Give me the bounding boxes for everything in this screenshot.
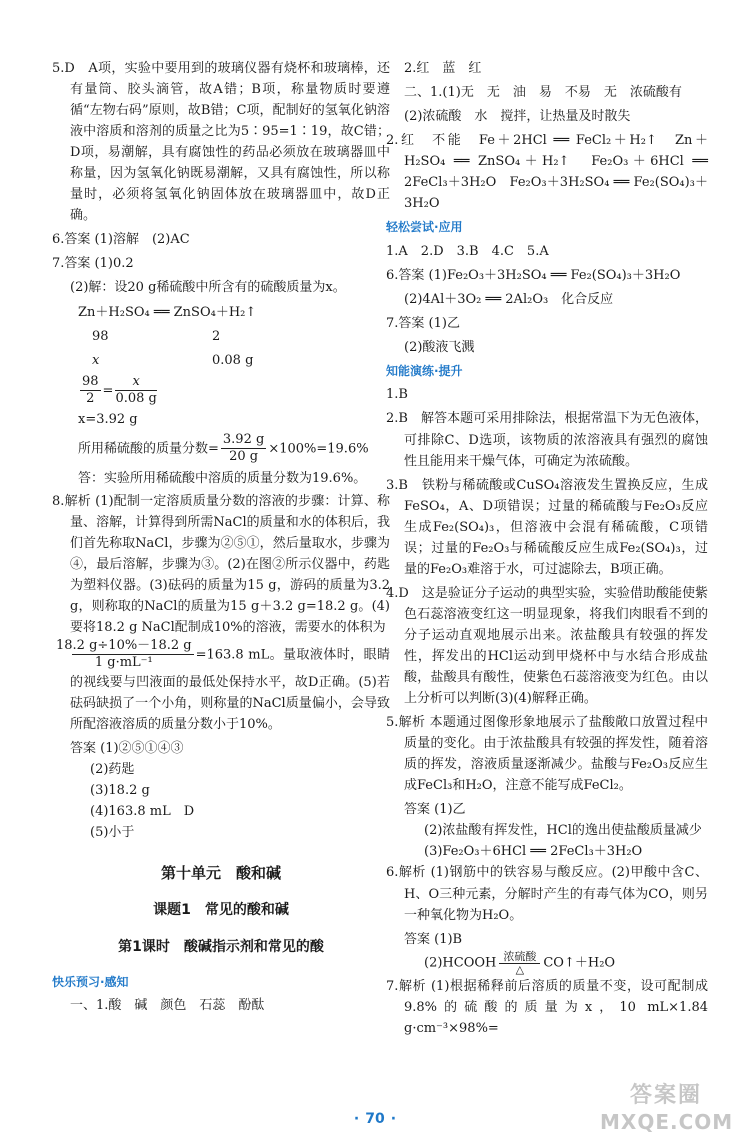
- skill-answer-2: 2.B 解答本题可采用排除法，根据常温下为无色液体，可排除C、D选项，该物质的浓溶液具有强烈的腐蚀性且能用来干燥气体，可确定为浓硫酸。: [386, 411, 708, 469]
- period-title: 第1课时 酸碱指示剂和常见的酸: [118, 938, 324, 955]
- answer-5: 5.D A项，实验中要用到的玻璃仪器有烧杯和玻璃棒，还有量筒、胶头滴管，故A错；B项，称量物质时要遵循“左物右码”原则，故B错；C项，配制好的氢氧化钠溶液中溶质和溶剂的质量之比为5∶95=1∶19，故C错；D项，易潮解，具有腐蚀性的药品必须放在玻璃器皿中称量，因为氢氧化钠既易潮解，又具有腐蚀性，所以称量时，必须将氢氧化钠固体放在玻璃器皿中，故D正确。: [52, 61, 390, 224]
- answer-8-key-3: (3)18.2 g: [90, 782, 150, 798]
- solution-x: x=3.92 g: [78, 412, 138, 428]
- proportion: $\frac{98}{2}$ = $\frac{x}{0.08 g}$: [82, 373, 157, 406]
- ratio-value: x: [92, 352, 100, 368]
- skill-answer-6: 6.解析 (1)钢筋中的铁容易与酸反应。(2)甲酸中含C、H、O三种元素，分解时产生的有毒气体为CO，则另一种氧化物为H₂O。: [386, 865, 708, 923]
- answer-6: 6.答案 (1)溶解 (2)AC: [52, 232, 190, 248]
- preview-answer-3: 二、1.(1)无 无 油 易 不易 无 浓硫酸有: [404, 85, 682, 101]
- preview-answer-2: 2.红 蓝 红: [404, 61, 482, 76]
- reaction-arrow: 浓硫酸 △: [499, 950, 540, 976]
- skill-answer-3: 3.B 铁粉与稀硫酸或CuSO₄溶液发生置换反应，生成FeSO₄，A、D项错误；过量的稀硫酸与Fe₂O₃反应生成Fe₂(SO₄)₃，但溶液中会混有稀硫酸，C项错误；过量的Fe₂O₃与稀硫酸反应生成Fe₂(SO₄)₃，过量的Fe₂O₃难溶于水，可过滤除去，B项正确。: [386, 477, 708, 577]
- answer-8: 8.解析 (1)配制一定溶质质量分数的溶液的步骤：计算、称量、溶解，计算得到所需NaCl的质量和水的体积后，我们首先称取NaCl，步骤为②⑤①，然后量取水，步骤为④，最后溶解，步骤为③。(2)在图②所示仪器中，药匙为塑料仪器。(3)砝码的质量为15 g，游码的质量为3.2 g，则称取的NaCl的质量为15 g＋3.2 g=18.2 g。(4)要将18.2 g NaCl配制成10%的溶液，需要水的体积为 $\frac{18.2 g\div 10\%-18.2 g}{\text{1 g·mL⁻¹}}$ =163.8 mL。量取液体时，眼睛的视线要与凹液面的最低处保持水平，故D正确。(5)若砝码缺损了一个小角，则称量的NaCl质量偏小，会导致所配溶液溶质的质量分数小于10%。: [52, 493, 390, 732]
- skill-answer-5-key-3: (3)Fe₂O₃＋6HCl ══ 2FeCl₃＋3H₂O: [424, 844, 643, 860]
- answer-7-part1: 7.答案 (1)0.2: [52, 256, 134, 272]
- skill-answer-7: 7.解析 (1)根据稀释前后溶质的质量不变，设可配制成9.8%的硫酸的质量为x，10 mL×1.84 g·cm⁻³×98%=: [386, 978, 708, 1037]
- fraction: $\frac{98}{2}$: [82, 373, 99, 406]
- try-answer-6a: 6.答案 (1)Fe₂O₃＋3H₂SO₄ ══ Fe₂(SO₄)₃＋3H₂O: [386, 267, 681, 283]
- answer-8-key-1: 答案 (1)②⑤①④③: [70, 740, 184, 756]
- unit-title: 第十单元 酸和碱: [160, 863, 281, 882]
- ratio-row-2: [52, 350, 390, 371]
- skill-answer-1: 1.B: [386, 387, 408, 403]
- skill-answer-5: 5.解析 本题通过图像形象地展示了盐酸敞口放置过程中质量的变化。由于浓盐酸具有较强的挥发性，随着溶质的挥发，溶液质量逐渐减少。盐酸与Fe₂O₃反应生成FeCl₃和H₂O，注意不能写成FeCl₂。: [386, 715, 708, 794]
- watermark: 答案圈 MXQE.COM: [600, 1083, 734, 1134]
- try-answer-7b: (2)酸液飞溅: [404, 339, 475, 355]
- ratio-row-1: [52, 326, 390, 347]
- preview-answer-5: 2.红 不能 Fe＋2HCl ══ FeCl₂＋H₂↑ Zn＋H₂SO₄ ══ ZnSO₄＋H₂↑ Fe₂O₃＋6HCl ══ 2FeCl₃＋3H₂O Fe₂O₃＋3H₂SO₄ ══ Fe₂(SO₄)₃＋3H₂O: [386, 133, 708, 212]
- section-tag-skill: 知能演练·提升: [386, 364, 463, 378]
- reaction-equation: Zn＋H₂SO₄ ══ ZnSO₄＋H₂↑: [78, 304, 257, 320]
- skill-answer-5-key-1: 答案 (1)乙: [404, 802, 466, 818]
- try-answers-1-5: 1.A 2.D 3.B 4.C 5.A: [386, 243, 549, 259]
- fraction: $\frac{x}{0.08 g}$: [115, 373, 157, 406]
- try-answer-7a: 7.答案 (1)乙: [386, 315, 460, 331]
- left-column: [52, 58, 390, 1016]
- mass-fraction-line: 所用稀硫酸的质量分数= $\frac{3.92 g}{20 g}$ ×100%=19.6%: [78, 432, 369, 465]
- skill-answer-6-key-2: (2)HCOOH 浓硫酸 △ CO↑＋H₂O: [424, 949, 616, 976]
- preview-answer-1: 一、1.酸 碱 颜色 石蕊 酚酞: [70, 998, 265, 1014]
- skill-answer-6-key-1: 答案 (1)B: [404, 931, 463, 947]
- fraction: $\frac{3.92 g}{20 g}$: [222, 432, 265, 465]
- answer-8-key-2: (2)药匙: [90, 761, 135, 777]
- answer-8-key-5: (5)小于: [90, 824, 135, 840]
- page-number: · 70 ·: [353, 1111, 397, 1127]
- lesson-title: 课题1 常见的酸和碱: [153, 902, 289, 919]
- ratio-value: 0.08 g: [212, 352, 254, 368]
- skill-answer-5-key-2: (2)浓盐酸有挥发性，HCl的逸出使盐酸质量减少: [424, 823, 702, 839]
- ratio-value: 2: [212, 328, 221, 344]
- try-answer-6b: (2)4Al＋3O₂ ══ 2Al₂O₃ 化合反应: [404, 291, 614, 307]
- skill-answer-4: 4.D 这是验证分子运动的典型实验，实验借助酸能使紫色石蕊溶液变红这一明显现象，将我们肉眼看不到的分子运动直观地展示出来。浓盐酸具有较强的挥发性，挥发出的HCl运动到甲烧杯中与水结合形成盐酸，盐酸具有酸性，使紫色石蕊溶液变为红色。由以上分析可以判断(3)(4)解释正确。: [386, 585, 708, 707]
- section-tag-preview: 快乐预习·感知: [52, 974, 129, 989]
- ratio-value: 98: [92, 328, 109, 344]
- answer-8-key-4: (4)163.8 mL D: [90, 803, 195, 819]
- right-column: [386, 58, 708, 1042]
- answer-statement: 答：实验所用稀硫酸中溶质的质量分数为19.6%。: [78, 470, 367, 486]
- answer-7-part2: (2)解：设20 g稀硫酸中所含有的硫酸质量为x。: [70, 280, 346, 296]
- preview-answer-4: (2)浓硫酸 水 搅拌，让热量及时散失: [404, 109, 631, 125]
- section-tag-try: 轻松尝试·应用: [386, 220, 463, 235]
- fraction: $\frac{18.2 g\div 10\%-18.2 g}{\text{1 g·mL⁻¹}}$: [56, 638, 192, 671]
